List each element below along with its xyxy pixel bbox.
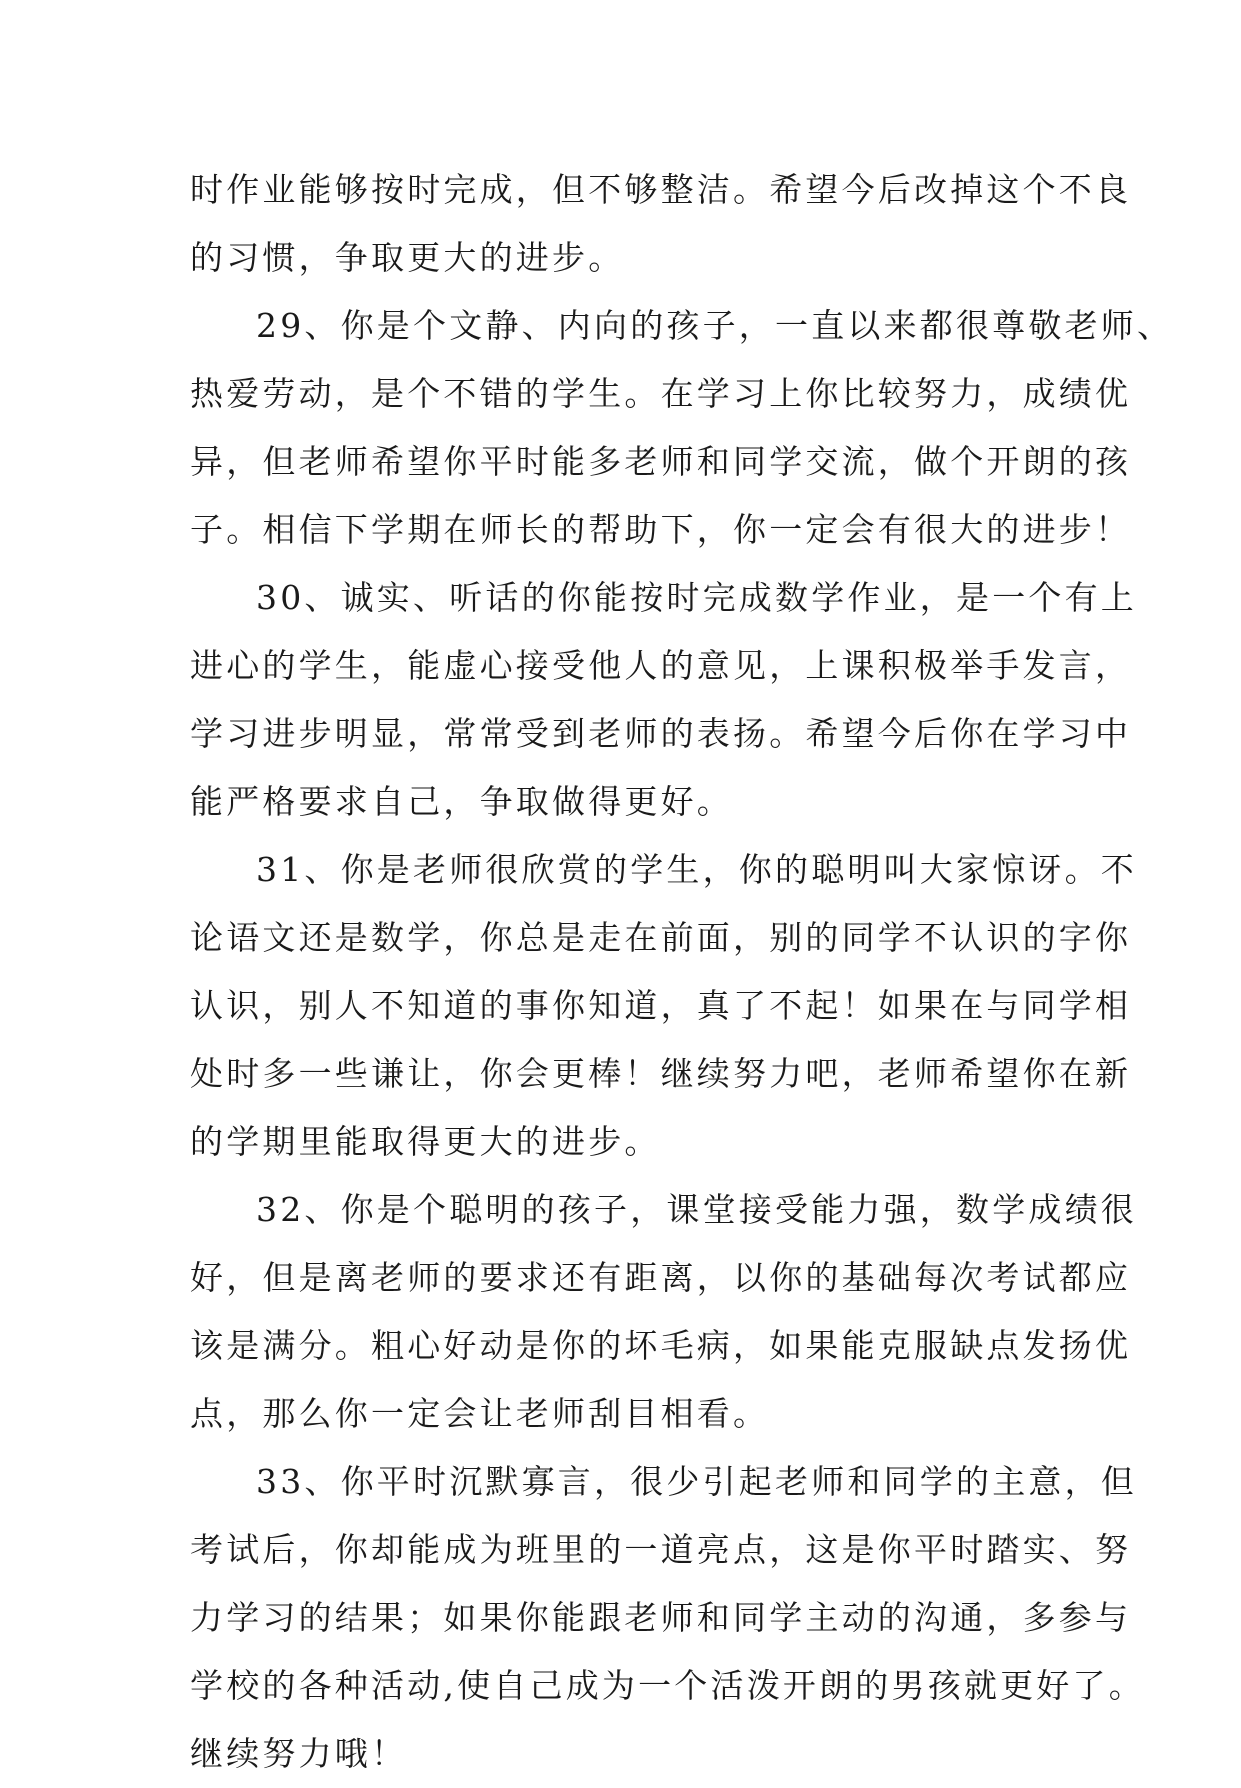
text-line: 学校的各种活动,使自己成为一个活泼开朗的男孩就更好了。 — [190, 1666, 1145, 1705]
text-line: 点，那么你一定会让老师刮目相看。 — [190, 1394, 770, 1433]
text-line: 认识，别人不知道的事你知道，真了不起！如果在与同学相 — [190, 986, 1132, 1025]
text-line: 的习惯，争取更大的进步。 — [190, 238, 625, 277]
text-line: 能严格要求自己，争取做得更好。 — [190, 782, 733, 821]
text-line: 热爱劳动，是个不错的学生。在学习上你比较努力，成绩优 — [190, 374, 1132, 413]
text-line: 子。相信下学期在师长的帮助下，你一定会有很大的进步！ — [190, 510, 1132, 549]
document-page — [190, 156, 1174, 1788]
text-line: 论语文还是数学，你总是走在前面，别的同学不认识的字你 — [190, 918, 1132, 957]
text-line: 处时多一些谦让，你会更棒！继续努力吧，老师希望你在新 — [190, 1054, 1132, 1093]
text-line: 继续努力哦！ — [190, 1734, 408, 1773]
text-line: 的学期里能取得更大的进步。 — [190, 1122, 661, 1161]
text-line: 好，但是离老师的要求还有距离，以你的基础每次考试都应 — [190, 1258, 1132, 1297]
paragraph-start-30: 30、诚实、听话的你能按时完成数学作业，是一个有上 — [256, 578, 1137, 617]
text-line: 进心的学生，能虚心接受他人的意见，上课积极举手发言， — [190, 646, 1132, 685]
paragraph-start-31: 31、你是老师很欣赏的学生，你的聪明叫大家惊讶。不 — [256, 850, 1137, 889]
text-line: 考试后，你却能成为班里的一道亮点，这是你平时踏实、努 — [190, 1530, 1132, 1569]
text-line: 该是满分。粗心好动是你的坏毛病，如果能克服缺点发扬优 — [190, 1326, 1132, 1365]
paragraph-start-32: 32、你是个聪明的孩子，课堂接受能力强，数学成绩很 — [256, 1190, 1137, 1229]
text-line: 异，但老师希望你平时能多老师和同学交流，做个开朗的孩 — [190, 442, 1132, 481]
text-line: 时作业能够按时完成，但不够整洁。希望今后改掉这个不良 — [190, 170, 1132, 209]
paragraph-start-29: 29、你是个文静、内向的孩子，一直以来都很尊敬老师、 — [256, 306, 1174, 345]
paragraph-start-33: 33、你平时沉默寡言，很少引起老师和同学的主意，但 — [256, 1462, 1137, 1501]
text-line: 力学习的结果；如果你能跟老师和同学主动的沟通，多参与 — [190, 1598, 1132, 1637]
text-line: 学习进步明显，常常受到老师的表扬。希望今后你在学习中 — [190, 714, 1132, 753]
